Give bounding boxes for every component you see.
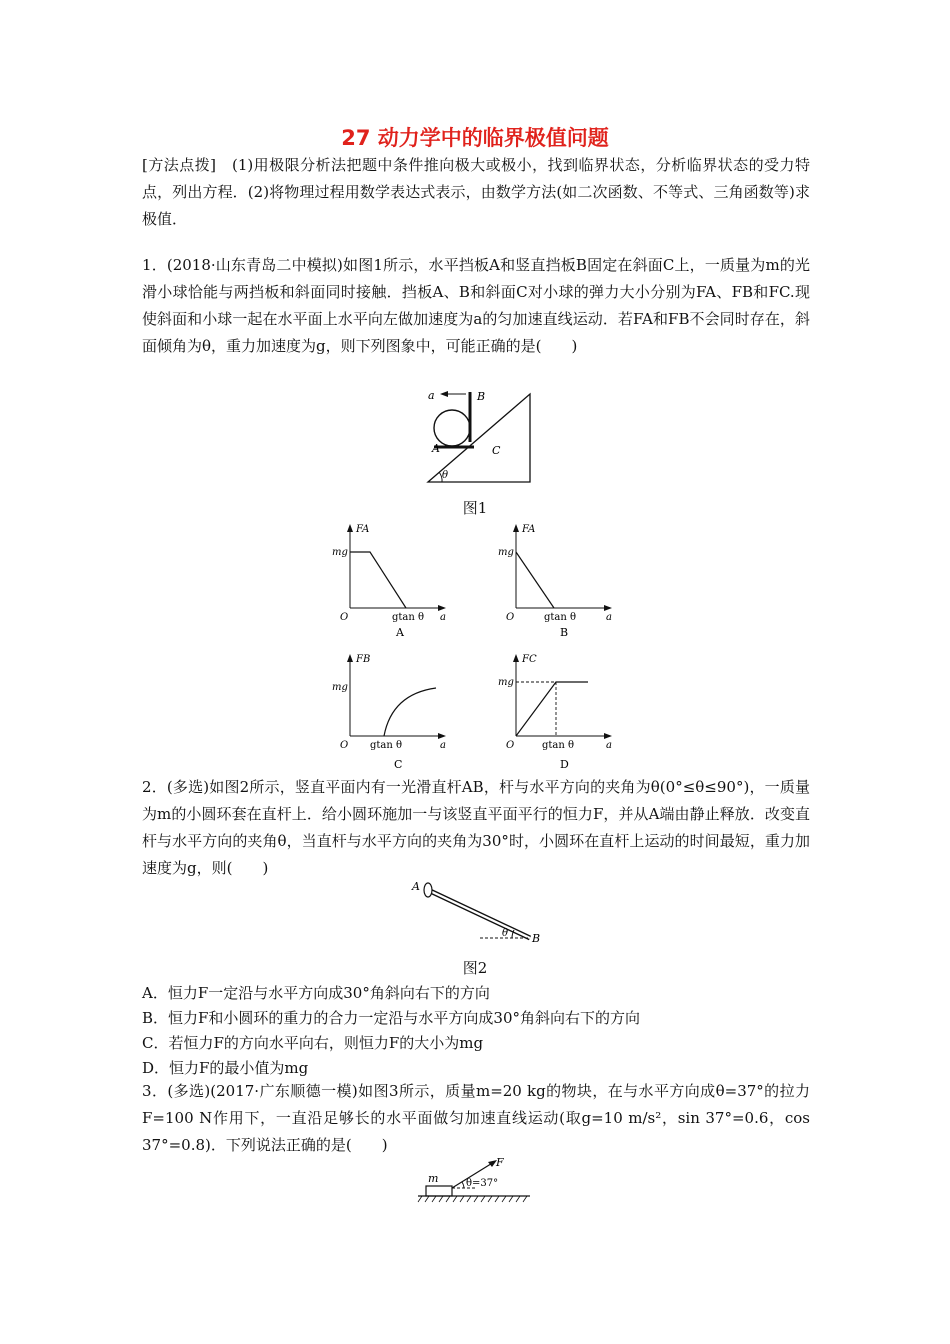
graph-c-ylabel: FB bbox=[356, 654, 371, 665]
fig3-label-m: m bbox=[428, 1172, 439, 1185]
graph-b-origin: O bbox=[506, 612, 515, 623]
graph-option-a bbox=[330, 520, 460, 640]
fig3-label-angle: θ=37° bbox=[466, 1178, 499, 1189]
q2-option-c: C．若恒力F的方向水平向右，则恒力F的大小为mg bbox=[142, 1034, 484, 1052]
graph-option-b bbox=[496, 520, 626, 640]
q2-option-a: A．恒力F一定沿与水平方向成30°角斜向右下的方向 bbox=[142, 984, 490, 1002]
graph-b-xtick: gtan θ bbox=[544, 612, 577, 623]
fig2-label-theta: θ bbox=[502, 928, 509, 939]
question-3-text: 3．(多选)(2017·广东顺德一模)如图3所示，质量m=20 kg的物块，在与水平方向成θ=37°的拉力F=100 N作用下，一直沿足够长的水平面做匀加速直线运动(取g=10 m/s²，sin 37°=0.6，cos 37°=0.8)．下列说法正确的是( ) bbox=[142, 1082, 810, 1154]
fig2-label-A: A bbox=[412, 880, 420, 893]
fig1-label-theta: θ bbox=[442, 470, 449, 481]
question-1-text: 1．(2018·山东青岛二中模拟)如图1所示，水平挡板A和竖直挡板B固定在斜面C上，一质量为m的光滑小球恰能与两挡板和斜面同时接触．挡板A、B和斜面C对小球的弹力大小分别为FA、FB和FC.现使斜面和小球一起在水平面上水平向左做加速度为a的匀加速直线运动．若FA和FB不会同时存在，斜面倾角为θ，重力加速度为g，则下列图象中，可能正确的是( ) bbox=[142, 256, 810, 355]
q2-option-d: D．恒力F的最小值为mg bbox=[142, 1059, 309, 1077]
method-tip: [方法点拨] (1)用极限分析法把题中条件推向极大或极小，找到临界状态，分析临界状态的受力特点，列出方程．(2)将物理过程用数学表达式表示，由数学方法(如二次函数、不等式、三角函数等)求极值． bbox=[142, 156, 810, 228]
graph-d-ylabel: FC bbox=[522, 654, 537, 665]
figure-2-caption: 图2 bbox=[462, 959, 488, 977]
graph-d-ytick: mg bbox=[498, 677, 514, 688]
fig1-label-a: a bbox=[428, 389, 435, 402]
graph-c-xtick: gtan θ bbox=[370, 740, 403, 751]
graph-a-ylabel: FA bbox=[356, 524, 370, 535]
graph-d-origin: O bbox=[506, 740, 515, 751]
graph-c-xlabel: a bbox=[440, 740, 446, 751]
fig1-label-A: A bbox=[432, 442, 440, 455]
page-title: 27 动力学中的临界极值问题 bbox=[341, 126, 609, 150]
graph-a-ytick: mg bbox=[332, 547, 348, 558]
fig2-label-B: B bbox=[532, 932, 541, 945]
graph-d-xtick: gtan θ bbox=[542, 740, 575, 751]
graph-d-option: D bbox=[560, 758, 569, 771]
graph-a-xlabel: a bbox=[440, 612, 446, 623]
fig3-label-F: F bbox=[496, 1156, 504, 1169]
graph-c-option: C bbox=[394, 758, 403, 771]
graph-option-d bbox=[496, 652, 626, 772]
graph-b-ylabel: FA bbox=[522, 524, 536, 535]
graph-a-option: A bbox=[396, 626, 404, 639]
graph-c-origin: O bbox=[340, 740, 349, 751]
graph-b-ytick: mg bbox=[498, 547, 514, 558]
figure-3-diagram bbox=[414, 1156, 534, 1212]
fig1-label-B: B bbox=[477, 390, 486, 403]
graph-b-option: B bbox=[560, 626, 569, 639]
graph-d-xlabel: a bbox=[606, 740, 612, 751]
fig1-label-C: C bbox=[492, 444, 501, 457]
graph-b-xlabel: a bbox=[606, 612, 612, 623]
q2-option-b: B．恒力F和小圆环的重力的合力一定沿与水平方向成30°角斜向右下的方向 bbox=[142, 1009, 641, 1027]
question-2-text: 2．(多选)如图2所示，竖直平面内有一光滑直杆AB，杆与水平方向的夹角为θ(0°≤θ≤90°)，一质量为m的小圆环套在直杆上．给小圆环施加一与该竖直平面平行的恒力F，并从A端由静止释放．改变直杆与水平方向的夹角θ，当直杆与水平方向的夹角为30°时，小圆环在直杆上运动的时间最短，重力加速度为g，则( ) bbox=[142, 778, 810, 877]
figure-1-diagram bbox=[420, 386, 540, 486]
graph-c-ytick: mg bbox=[332, 682, 348, 693]
figure-1-caption: 图1 bbox=[462, 499, 488, 517]
figure-2-diagram bbox=[408, 878, 548, 948]
graph-option-c bbox=[330, 652, 460, 772]
graph-a-xtick: gtan θ bbox=[392, 612, 425, 623]
graph-a-origin: O bbox=[340, 612, 349, 623]
